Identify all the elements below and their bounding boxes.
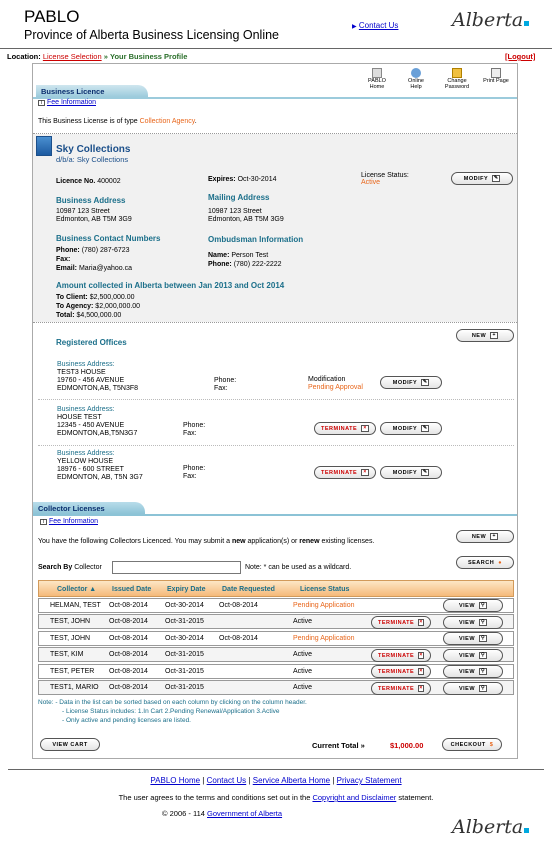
- view-row-1-button[interactable]: VIEW ⚲: [443, 599, 503, 612]
- registered-offices-title: Registered Offices: [56, 338, 127, 347]
- app-subtitle: Province of Alberta Business Licensing Online: [24, 28, 280, 42]
- toolbar-home[interactable]: PABLO Home: [363, 68, 391, 90]
- magnifier-icon: ⚲: [480, 685, 486, 691]
- current-total: $1,000.00: [390, 741, 424, 750]
- modify-office-2-button[interactable]: MODIFY ✎: [380, 422, 442, 435]
- logout-link[interactable]: [Logout]: [505, 52, 536, 61]
- tab-business-licence: Business Licence: [36, 85, 148, 97]
- header-divider: [0, 48, 552, 49]
- table-row: HELMAN, TEST Oct-08-2014 Oct-30-2014 Oct-08-2014 Pending Application: [38, 598, 514, 613]
- search-button[interactable]: SEARCH ●: [456, 556, 514, 569]
- footer-pablo-home[interactable]: PABLO Home: [150, 776, 201, 785]
- expires: Expires: Oct-30-2014: [208, 176, 277, 183]
- table-row: TEST, JOHN Oct-08-2014 Oct-31-2015 Active: [38, 614, 514, 629]
- modify-office-1-button[interactable]: MODIFY ✎: [380, 376, 442, 389]
- licence-no: Licence No. 400002: [56, 178, 121, 185]
- ombudsman-info: Name: Person Test Phone: (780) 222-2222: [208, 252, 282, 268]
- edit-icon: ✎: [422, 379, 428, 385]
- close-icon: ×: [419, 652, 423, 658]
- tab-collector-licenses: Collector Licenses: [33, 502, 145, 514]
- info-icon: i: [38, 100, 45, 106]
- search-icon: ●: [498, 559, 503, 566]
- checkout-button[interactable]: CHECKOUT $: [442, 738, 502, 751]
- amount-values: To Client: $2,500,000.00 To Agency: $2,000,000.00 Total: $4,500,000.00: [56, 294, 141, 319]
- office-1-phone: Phone: Fax:: [214, 377, 237, 392]
- mailing-address-title: Mailing Address: [208, 193, 270, 202]
- footer-contact-us[interactable]: Contact Us: [206, 776, 247, 785]
- key-icon: [452, 68, 462, 78]
- magnifier-icon: ⚲: [480, 635, 486, 641]
- col-requested[interactable]: Date Requested: [222, 586, 275, 593]
- view-row-3-button[interactable]: VIEW ⚲: [443, 632, 503, 645]
- contact-us-link[interactable]: Contact Us: [358, 21, 399, 30]
- terminate-office-3-button[interactable]: TERMINATE ×: [314, 466, 376, 479]
- footer-terms: The user agrees to the terms and conditions set out in the Copyright and Disclaimer statement.: [118, 793, 434, 802]
- status-badge: Active: [361, 179, 381, 186]
- footer-copyright: © 2006 - 114 Government of Alberta: [162, 809, 283, 818]
- new-office-button[interactable]: NEW +: [456, 329, 514, 342]
- amount-title: Amount collected in Alberta between Jan 2013 and Oct 2014: [56, 281, 285, 290]
- alberta-logo: Alberta: [452, 9, 529, 31]
- office-3-phone: Phone: Fax:: [183, 465, 206, 480]
- view-row-5-button[interactable]: VIEW ⚲: [443, 665, 503, 678]
- footer-privacy[interactable]: Privacy Statement: [336, 776, 402, 785]
- edit-icon: ✎: [422, 469, 428, 475]
- table-row: TEST, JOHN Oct-08-2014 Oct-30-2014 Oct-08-2014 Pending Application: [38, 631, 514, 646]
- footer-divider: [8, 769, 544, 770]
- col-expiry[interactable]: Expiry Date: [167, 586, 206, 593]
- add-icon: +: [490, 332, 498, 339]
- contact-numbers: Phone: (780) 287-6723 Fax: Email: Maria@yahoo.ca: [56, 247, 132, 272]
- add-icon: +: [490, 533, 498, 540]
- terminate-row-6-button[interactable]: TERMINATE ×: [371, 682, 431, 695]
- current-total-label: Current Total »: [312, 741, 365, 750]
- close-icon: ×: [361, 469, 369, 476]
- breadcrumb-current: Your Business Profile: [110, 52, 188, 61]
- dollar-icon: $: [489, 741, 494, 748]
- ombudsman-title: Ombudsman Information: [208, 235, 304, 244]
- business-address-title: Business Address: [56, 196, 126, 205]
- copyright-link[interactable]: Copyright and Disclaimer: [312, 793, 397, 802]
- new-collector-button[interactable]: NEW +: [456, 530, 514, 543]
- office-2: Business Address: HOUSE TEST 12345 - 450 AVENUE EDMONTON,AB,T5N3G7: [57, 406, 138, 437]
- terminate-row-2-button[interactable]: TERMINATE ×: [371, 616, 431, 629]
- toolbar-print[interactable]: Print Page: [482, 68, 510, 84]
- breadcrumb: Location: License Selection » Your Business Profile: [7, 52, 188, 61]
- close-icon: ×: [419, 668, 423, 674]
- terminate-row-4-button[interactable]: TERMINATE ×: [371, 649, 431, 662]
- business-address: 10987 123 Street Edmonton, AB T5M 3G9: [56, 208, 132, 223]
- help-icon: [411, 68, 421, 78]
- col-issued[interactable]: Issued Date: [112, 586, 152, 593]
- logo-square-icon: [524, 21, 529, 26]
- col-collector[interactable]: Collector ▲: [57, 586, 97, 593]
- info-icon: i: [40, 519, 47, 525]
- tab-underline: [33, 97, 517, 99]
- terminate-office-2-button[interactable]: TERMINATE ×: [314, 422, 376, 435]
- building-icon: [36, 136, 52, 156]
- contact-numbers-title: Business Contact Numbers: [56, 234, 161, 243]
- toolbar-help[interactable]: Online Help: [402, 68, 430, 90]
- licence-type: This Business License is of type Collection Agency.: [38, 118, 197, 125]
- magnifier-icon: ⚲: [480, 668, 486, 674]
- business-dba: d/b/a: Sky Collections: [56, 155, 129, 164]
- home-icon: [372, 68, 382, 78]
- fee-info-licence[interactable]: i Fee Information: [38, 99, 96, 106]
- collector-search-input[interactable]: [112, 561, 241, 574]
- mailing-address: 10987 123 Street Edmonton, AB T5M 3G9: [208, 208, 284, 223]
- office-1: Business Address: TEST3 HOUSE 19760 - 456 AVENUE EDMONTON,AB, T5N3F8: [57, 361, 139, 392]
- view-cart-button[interactable]: VIEW CART: [40, 738, 100, 751]
- edit-icon: ✎: [422, 425, 428, 431]
- collector-table-header: [38, 580, 514, 597]
- close-icon: ×: [419, 685, 423, 691]
- table-row: TEST, KIM Oct-08-2014 Oct-31-2015 Active: [38, 647, 514, 662]
- app-title: PABLO: [24, 7, 80, 26]
- close-icon: ×: [361, 425, 369, 432]
- table-row: TEST, PETER Oct-08-2014 Oct-31-2015 Active: [38, 664, 514, 679]
- modify-business-button[interactable]: MODIFY ✎: [451, 172, 513, 185]
- view-row-2-button[interactable]: VIEW ⚲: [443, 616, 503, 629]
- terminate-row-5-button[interactable]: TERMINATE ×: [371, 665, 431, 678]
- view-row-6-button[interactable]: VIEW ⚲: [443, 682, 503, 695]
- arrow-icon: ▶: [352, 24, 357, 30]
- breadcrumb-license-selection[interactable]: License Selection: [42, 52, 102, 61]
- contact-link-header[interactable]: [352, 21, 398, 30]
- fee-info-collectors[interactable]: i Fee Information: [40, 518, 98, 525]
- view-row-4-button[interactable]: VIEW ⚲: [443, 649, 503, 662]
- footer-links: PABLO Home | Contact Us | Service Alberta Home | Privacy Statement: [150, 776, 402, 785]
- table-row: TEST1, MARIO Oct-08-2014 Oct-31-2015 Active: [38, 680, 514, 695]
- table-notes: Note: - Data in the list can be sorted based on each column by clicking on the column header. - License Status includes: 1.In Cart 2.Pending Renewal/Application 3.Active - Only active and pending licenses are listed.: [38, 699, 307, 724]
- gov-alberta-link[interactable]: Government of Alberta: [207, 809, 283, 818]
- office-1-status: Modification Pending Approval: [308, 376, 363, 391]
- search-label: Search By Collector: [38, 564, 102, 571]
- close-icon: ×: [419, 619, 423, 625]
- footer-service-alberta[interactable]: Service Alberta Home: [252, 776, 331, 785]
- office-2-phone: Phone: Fax:: [183, 422, 206, 437]
- edit-icon: ✎: [493, 175, 499, 181]
- alberta-logo-footer: Alberta: [452, 816, 529, 838]
- business-name: Sky Collections: [56, 144, 131, 155]
- logo-square-icon: [524, 828, 529, 833]
- modify-office-3-button[interactable]: MODIFY ✎: [380, 466, 442, 479]
- magnifier-icon: ⚲: [480, 602, 486, 608]
- license-status: License Status: Active: [361, 172, 409, 186]
- magnifier-icon: ⚲: [480, 619, 486, 625]
- toolbar-password[interactable]: Change Password: [440, 68, 474, 90]
- col-status[interactable]: License Status: [300, 586, 350, 593]
- collectors-intro: You have the following Collectors Licenced. You may submit a new application(s) or renew existing licenses.: [38, 538, 375, 545]
- office-3: Business Address: YELLOW HOUSE 18976 - 600 STREET EDMONTON, AB, T5N 3G7: [57, 450, 143, 481]
- magnifier-icon: ⚲: [480, 652, 486, 658]
- print-icon: [491, 68, 501, 78]
- wildcard-note: Note: * can be used as a wildcard.: [245, 564, 352, 571]
